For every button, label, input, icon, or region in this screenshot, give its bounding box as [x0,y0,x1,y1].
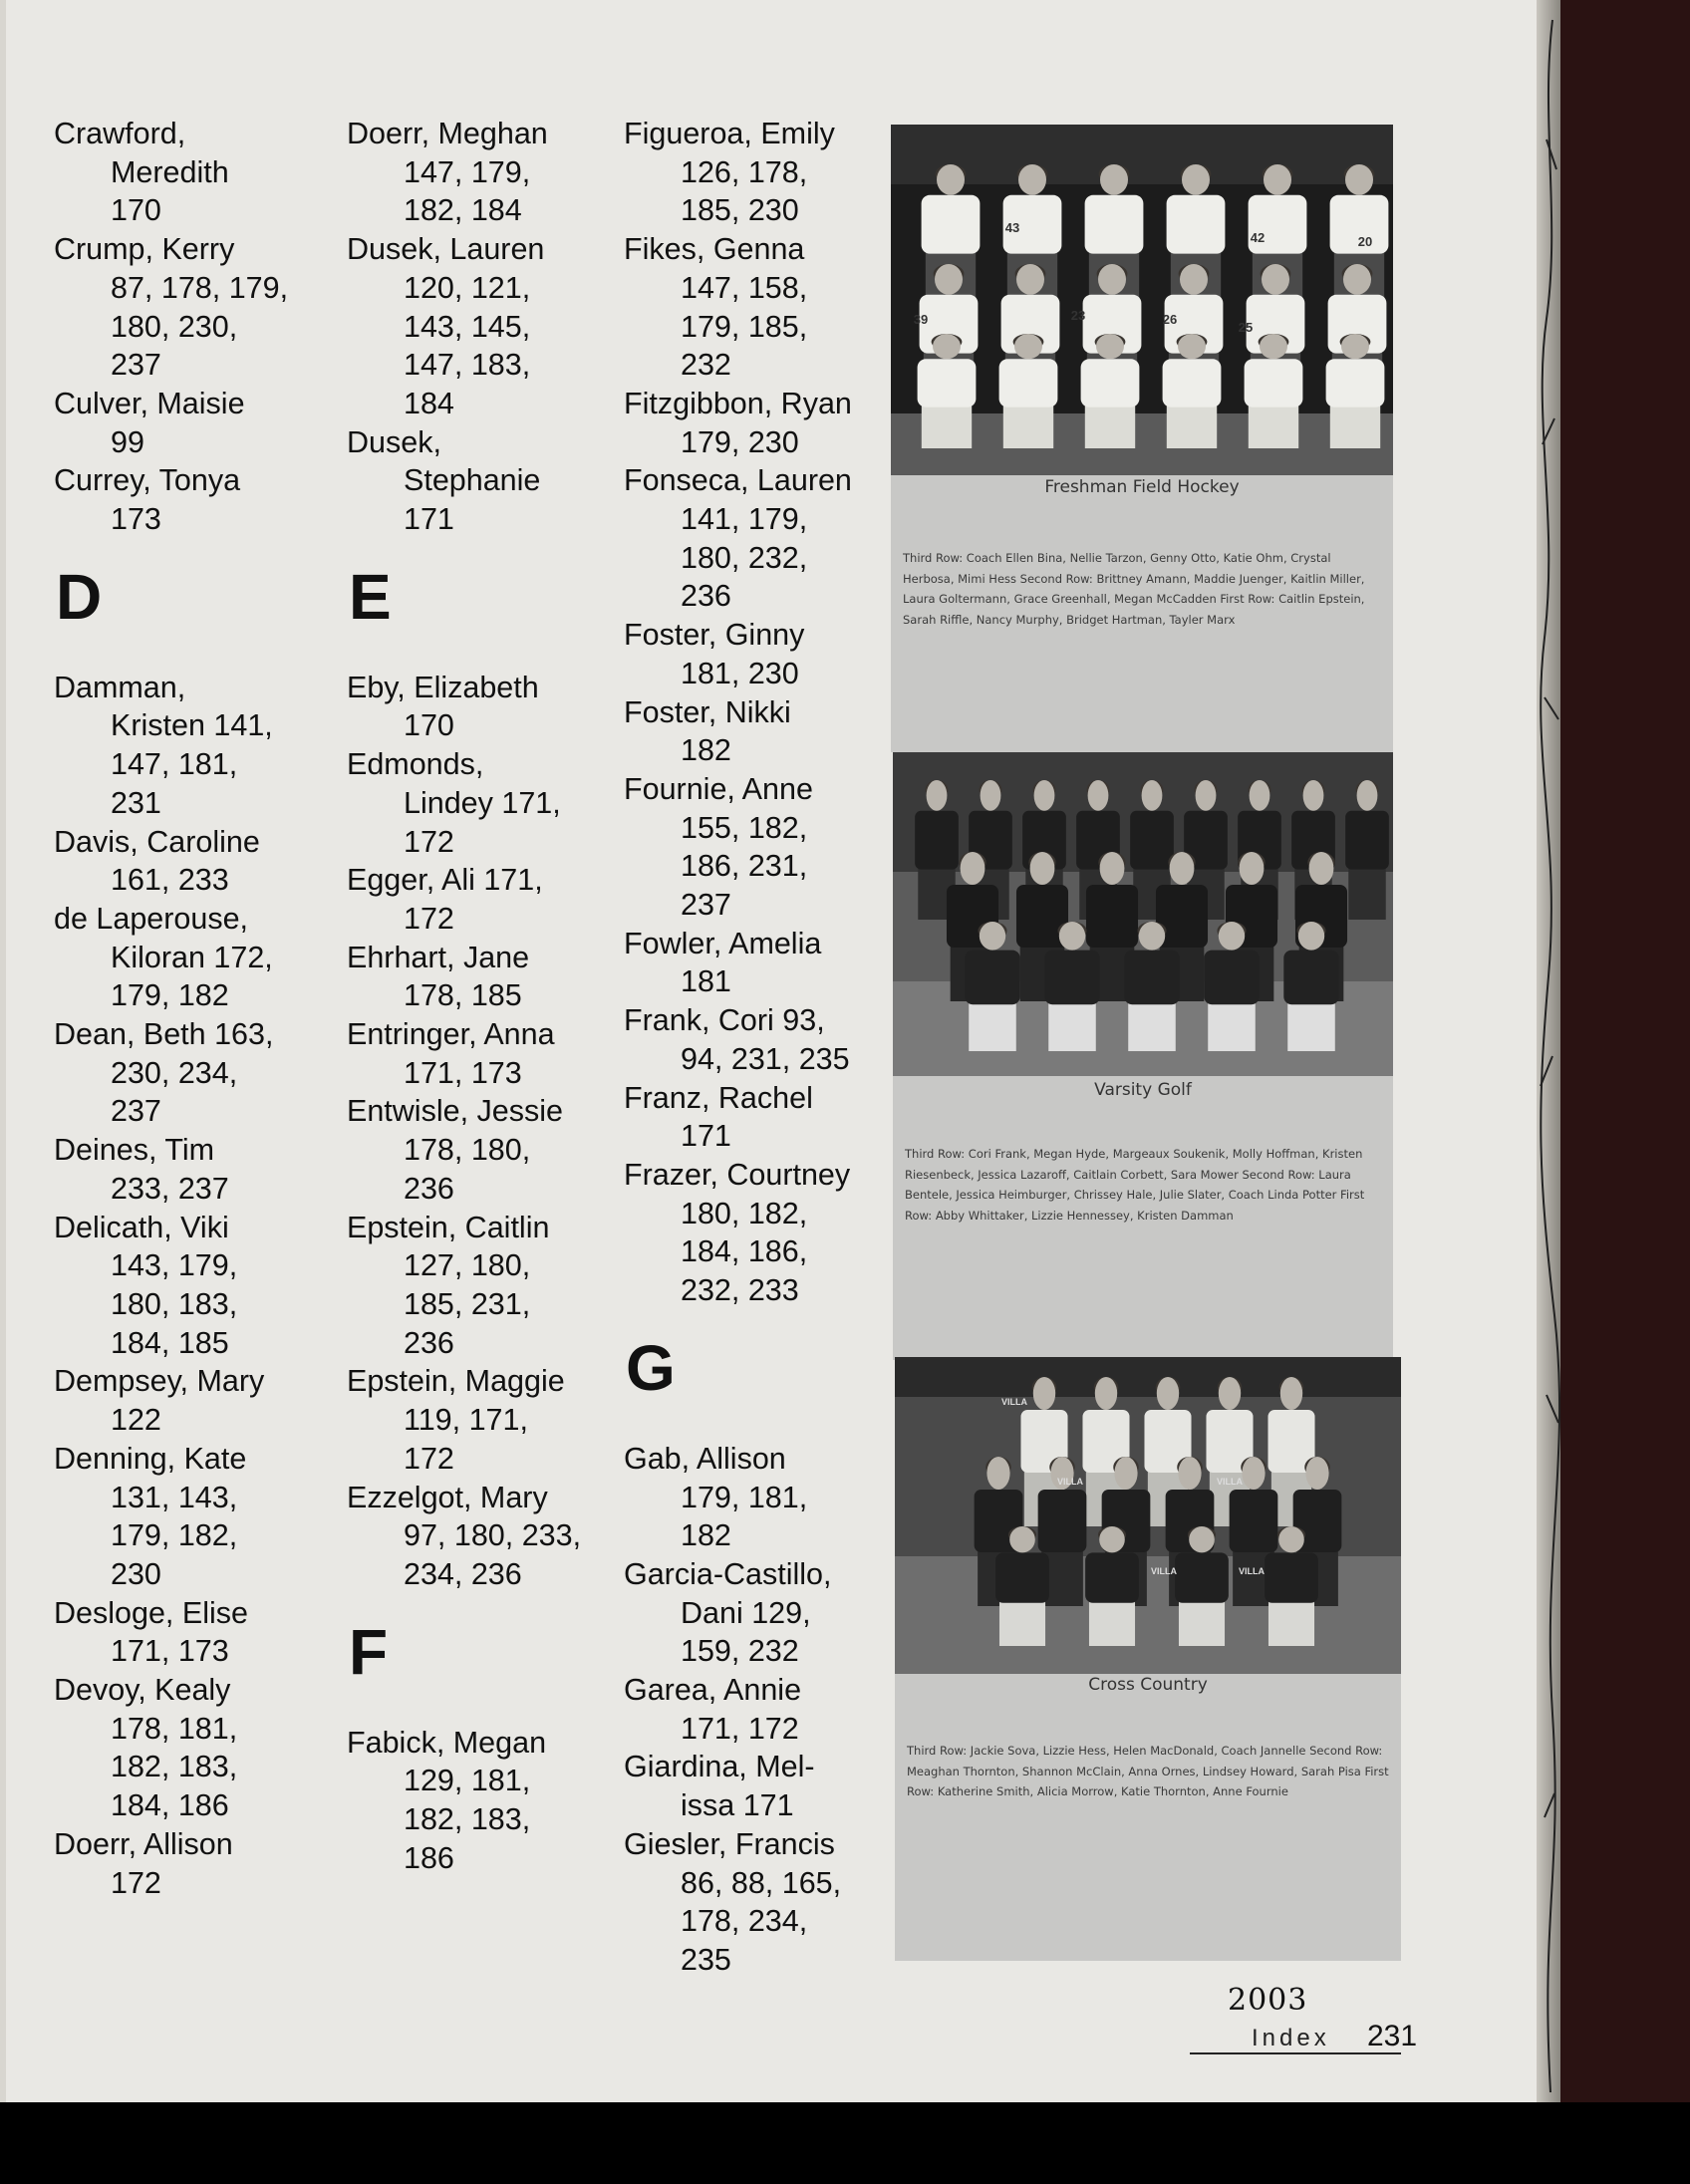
index-entry [54,1015,288,1131]
index-entry [347,1015,581,1092]
index-entry-name: Fikes, Genna [624,232,805,267]
index-entry [347,115,581,230]
index-entry-pages: 179, 182 [111,978,229,1013]
index-entry-pages: Stephanie [404,463,541,498]
index-entry [624,1825,852,1980]
jersey-lettering: VILLA [1001,1397,1027,1407]
footer-section-label: Index [1252,2025,1330,2051]
index-entry-pages: 184, 186 [111,1788,229,1823]
index-entry-pages: Kristen 141, [111,708,273,743]
index-entry-name: Dempsey, Mary [54,1364,265,1399]
index-entry-name: Giesler, Francis [624,1826,835,1861]
jersey-number: 42 [1250,230,1266,245]
index-entry-name: Fowler, Amelia [624,926,822,960]
index-entry-name: Dean, Beth 163, [54,1017,274,1052]
jersey-lettering: VILLA [1057,1477,1083,1487]
index-column-1 [54,115,288,1902]
index-entry [347,1724,581,1878]
index-entry-pages: 181 [681,964,731,999]
index-entry-pages: 141, 179, [681,502,808,537]
index-entry-name: Denning, Kate [54,1441,247,1476]
index-entry-name: Fitzgibbon, Ryan [624,386,852,420]
index-entry-pages: 178, 181, [111,1711,238,1746]
index-entry-name: Ezzelgot, Mary [347,1480,548,1514]
index-entry-name: Devoy, Kealy [54,1673,231,1708]
index-entry [347,1362,581,1478]
index-entry [624,230,852,385]
index-entry [624,1440,852,1555]
index-entry-pages: 147, 179, [404,154,531,189]
index-entry-pages: 236 [404,1171,454,1206]
index-entry [347,669,581,745]
index-entry-name: Doerr, Allison [54,1826,233,1861]
jersey-lettering: VILLA [1239,1566,1265,1576]
index-entry-pages: 184 [404,386,454,420]
index-entry-pages: 182 [681,733,731,768]
section-letter: G [626,1331,676,1404]
index-entry-pages: 237 [681,888,731,923]
index-entry-pages: 236 [404,1325,454,1360]
index-entry [54,115,288,230]
index-entry-name: Epstein, Caitlin [347,1210,550,1244]
index-entry-pages: 120, 121, [404,270,531,305]
index-entry-name: Garea, Annie [624,1673,802,1708]
index-entry-pages: 232, 233 [681,1273,799,1308]
index-entry-name: Franz, Rachel [624,1080,813,1115]
index-entry-name: Foster, Ginny [624,618,805,653]
index-entry-pages: 86, 88, 165, [681,1865,842,1900]
index-entry-name: Edmonds, [347,747,484,782]
index-entry [54,1362,288,1439]
index-entry-name: Frazer, Courtney [624,1157,851,1192]
section-letter: D [56,560,103,633]
index-entry-name: Ehrhart, Jane [347,940,530,974]
footer-rule [1190,2052,1401,2054]
index-entry-pages: 119, 171, [404,1403,528,1438]
photo-caption-field-hockey: Third Row: Coach Ellen Bina, Nellie Tarzon, Genny Otto, Katie Ohm, Crystal Herbosa, Mimi Hess Second Row: Brittney Amann, Maddie Juenger, Kaitlin Miller, Laura Goltermann, Grace Greenhall, Megan McCadden First Row: Caitlin Epstein, Sarah Riffle, Nancy Murphy, Bridget Hartman, Tayler Marx [903,551,1365,627]
index-entry [54,461,288,538]
book-cover-edge [1560,0,1690,2102]
section-letter: E [349,560,392,633]
index-entry [54,1825,288,1902]
index-entry-pages: 179, 185, [681,309,808,344]
index-entry-pages: 180, 183, [111,1286,238,1321]
index-entry-pages: 171, 173 [111,1634,229,1669]
index-entry-name: Dusek, [347,424,441,459]
index-entry-pages: 147, 181, [111,747,238,782]
index-entry-pages: 143, 145, [404,309,531,344]
index-entry-pages: 178, 234, [681,1904,808,1939]
index-entry [347,1092,581,1208]
index-entry [54,1209,288,1363]
index-entry-name: Entwisle, Jessie [347,1094,563,1129]
page-gutter [0,0,6,2102]
index-entry-pages: 186, 231, [681,849,808,884]
index-entry [54,1440,288,1594]
index-entry-pages: 179, 182, [111,1518,238,1553]
index-entry [54,385,288,461]
index-column-2 [347,115,581,1877]
index-entry-pages: 94, 231, 235 [681,1041,850,1076]
jersey-lettering: VILLA [1217,1477,1243,1487]
index-entry [54,1131,288,1208]
index-entry-name: Crump, Kerry [54,232,235,267]
photo-title-field-hockey: Freshman Field Hockey [1044,477,1240,497]
index-entry-pages: 180, 230, [111,309,238,344]
jersey-number: 20 [1357,234,1373,249]
index-entry-name: Currey, Tonya [54,463,241,498]
index-entry [624,1671,852,1748]
index-entry-pages: 97, 180, 233, [404,1518,582,1553]
index-entry [624,770,852,925]
index-entry-pages: 173 [111,502,161,537]
index-entry-pages: 179, 181, [681,1480,808,1514]
jersey-number: 43 [1004,220,1020,235]
footer-year: 2003 [1228,1983,1308,2018]
photo-title-golf: Varsity Golf [1094,1080,1192,1100]
index-entry-name: Fournie, Anne [624,771,813,806]
index-entry-pages: 99 [111,424,144,459]
index-entry [624,616,852,692]
index-entry [624,115,852,230]
index-entry-name: Doerr, Meghan [347,117,548,150]
index-entry [624,461,852,616]
index-entry-pages: 236 [681,579,731,614]
index-entry [54,669,288,823]
index-entry-name: Garcia-Castillo, [624,1556,832,1591]
index-entry [347,939,581,1015]
photo-block-field-hockey [891,125,1393,752]
index-entry-name: Frank, Cori 93, [624,1003,825,1038]
index-entry-pages: 185, 231, [404,1286,531,1321]
photo-title-cross-country: Cross Country [1088,1675,1208,1695]
index-entry [347,1209,581,1363]
index-entry-pages: 234, 236 [404,1556,522,1591]
index-entry-name: Davis, Caroline [54,824,260,859]
index-entry-pages: 232 [681,348,731,383]
index-entry-name: Epstein, Maggie [347,1364,565,1399]
index-entry-pages: Meredith [111,154,229,189]
index-entry-pages: 171 [404,502,454,537]
index-entry-pages: 184, 185 [111,1325,229,1360]
index-entry-name: Fonseca, Lauren [624,463,852,498]
index-entry-pages: 186 [404,1840,454,1875]
index-entry-name: de Laperouse, [54,901,249,936]
index-entry-pages: 171 [681,1119,731,1154]
index-entry [624,1001,852,1078]
index-entry-pages: 87, 178, 179, [111,270,289,305]
index-entry-pages: Lindey 171, [404,785,561,820]
index-entry-name: Giardina, Mel- [624,1750,815,1784]
index-entry-pages: 178, 180, [404,1133,531,1168]
index-entry-pages: 159, 232 [681,1634,799,1669]
index-entry [54,823,288,900]
index-entry-pages: 184, 186, [681,1234,808,1269]
index-entry-pages: 122 [111,1403,161,1438]
index-entry [54,1594,288,1671]
index-entry-pages: 235 [681,1942,731,1977]
index-entry-name: Crawford, [54,117,186,150]
index-entry-pages: 231 [111,785,161,820]
index-entry-name: Desloge, Elise [54,1595,248,1630]
index-entry-name: Damman, [54,670,186,704]
index-entry [624,925,852,1001]
index-column-3 [624,115,852,1980]
index-entry [624,693,852,770]
index-entry [624,1079,852,1156]
index-entry [54,230,288,385]
index-entry-pages: 237 [111,348,161,383]
jersey-number: 23 [1070,308,1086,323]
index-entry [624,385,852,461]
index-entry-pages: 147, 183, [404,348,531,383]
index-entry-pages: 181, 230 [681,656,799,690]
photo-caption-golf: Third Row: Cori Frank, Megan Hyde, Margeaux Soukenik, Molly Hoffman, Kristen Riesenbeck, Jessica Lazaroff, Caitlain Corbett, Sara Mower Second Row: Laura Bentele, Jessica Heimburger, Chrissey Hale, Julie Slater, Coach Linda Potter First Row: Abby Whittaker, Lizzie Hennessey, Kristen Damman [905,1147,1365,1223]
index-entry-pages: 182, 184 [404,193,522,228]
index-entry-pages: 172 [404,1441,454,1476]
index-entry-pages: 129, 181, [404,1764,531,1798]
section-letter: F [349,1615,389,1688]
index-entry-pages: 131, 143, [111,1480,238,1514]
jersey-number: 25 [1238,320,1254,335]
index-entry-pages: 230 [111,1556,161,1591]
index-entry-pages: 178, 185 [404,978,522,1013]
index-entry-pages: 182, 183, [111,1750,238,1784]
index-entry [54,900,288,1015]
index-entry-pages: Kiloran 172, [111,940,273,974]
team-photo-cross-country [895,1357,1401,1674]
index-entry-pages: 170 [404,708,454,743]
index-entry-pages: 185, 230 [681,193,799,228]
index-entry-name: Egger, Ali 171, [347,863,543,898]
index-entry-pages: 180, 182, [681,1196,808,1230]
index-entry-pages: 180, 232, [681,540,808,575]
index-entry [54,1671,288,1825]
margin-doodle-decoration [1533,0,1560,2102]
index-entry-name: Eby, Elizabeth [347,670,539,704]
photo-block-golf [893,752,1393,1360]
index-entry-pages: 172 [111,1865,161,1900]
photo-caption-cross-country: Third Row: Jackie Sova, Lizzie Hess, Helen MacDonald, Coach Jannelle Second Row: Meaghan Thornton, Shannon McClain, Anna Ornes, Lindsey Howard, Sarah Pisa First Row: Katherine Smith, Alicia Morrow, Katie Thornton, Anne Fournie [907,1744,1389,1798]
index-entry-name: Culver, Maisie [54,386,245,420]
index-entry-pages: 230, 234, [111,1055,238,1090]
index-entry-name: Dusek, Lauren [347,232,545,267]
index-entry [347,1479,581,1594]
photo-block-cross-country [895,1357,1401,1961]
index-entry-pages: 172 [404,824,454,859]
index-entry-pages: 170 [111,193,161,228]
index-entry-pages: 171, 173 [404,1055,522,1090]
index-entry-pages: Dani 129, [681,1595,811,1630]
index-entry-pages: 182 [681,1518,731,1553]
team-photo-field-hockey [891,125,1393,475]
index-entry-name: Figueroa, Emily [624,117,835,150]
index-entry-pages: 147, 158, [681,270,808,305]
jersey-number: 26 [1162,312,1178,327]
index-entry-name: Entringer, Anna [347,1017,555,1052]
index-entry-pages: 172 [404,901,454,936]
index-entry [347,423,581,539]
index-entry-pages: 171, 172 [681,1711,799,1746]
index-entry-pages: 182, 183, [404,1802,531,1837]
index-entry [347,861,581,938]
jersey-number: 39 [913,312,929,327]
index-entry-pages: 179, 230 [681,424,799,459]
page-number: 231 [1367,2020,1418,2052]
index-entry-pages: 143, 179, [111,1248,238,1283]
index-entry-pages: issa 171 [681,1788,794,1823]
index-entry-name: Gab, Allison [624,1441,786,1476]
index-entry-name: Foster, Nikki [624,694,791,729]
index-entry-pages: 161, 233 [111,863,229,898]
index-entry [624,1748,852,1824]
index-entry-name: Deines, Tim [54,1133,215,1168]
team-photo-golf [893,752,1393,1076]
index-entry-name: Delicath, Viki [54,1210,229,1244]
index-entry [624,1555,852,1671]
index-entry [347,745,581,861]
index-entry-pages: 126, 178, [681,154,808,189]
index-entry [347,230,581,423]
index-entry-name: Fabick, Megan [347,1725,547,1760]
index-entry [624,1156,852,1310]
index-entry-pages: 233, 237 [111,1171,229,1206]
index-entry-pages: 155, 182, [681,810,808,845]
index-entry-pages: 127, 180, [404,1248,531,1283]
index-entry-pages: 237 [111,1094,161,1129]
jersey-lettering: VILLA [1151,1566,1177,1576]
